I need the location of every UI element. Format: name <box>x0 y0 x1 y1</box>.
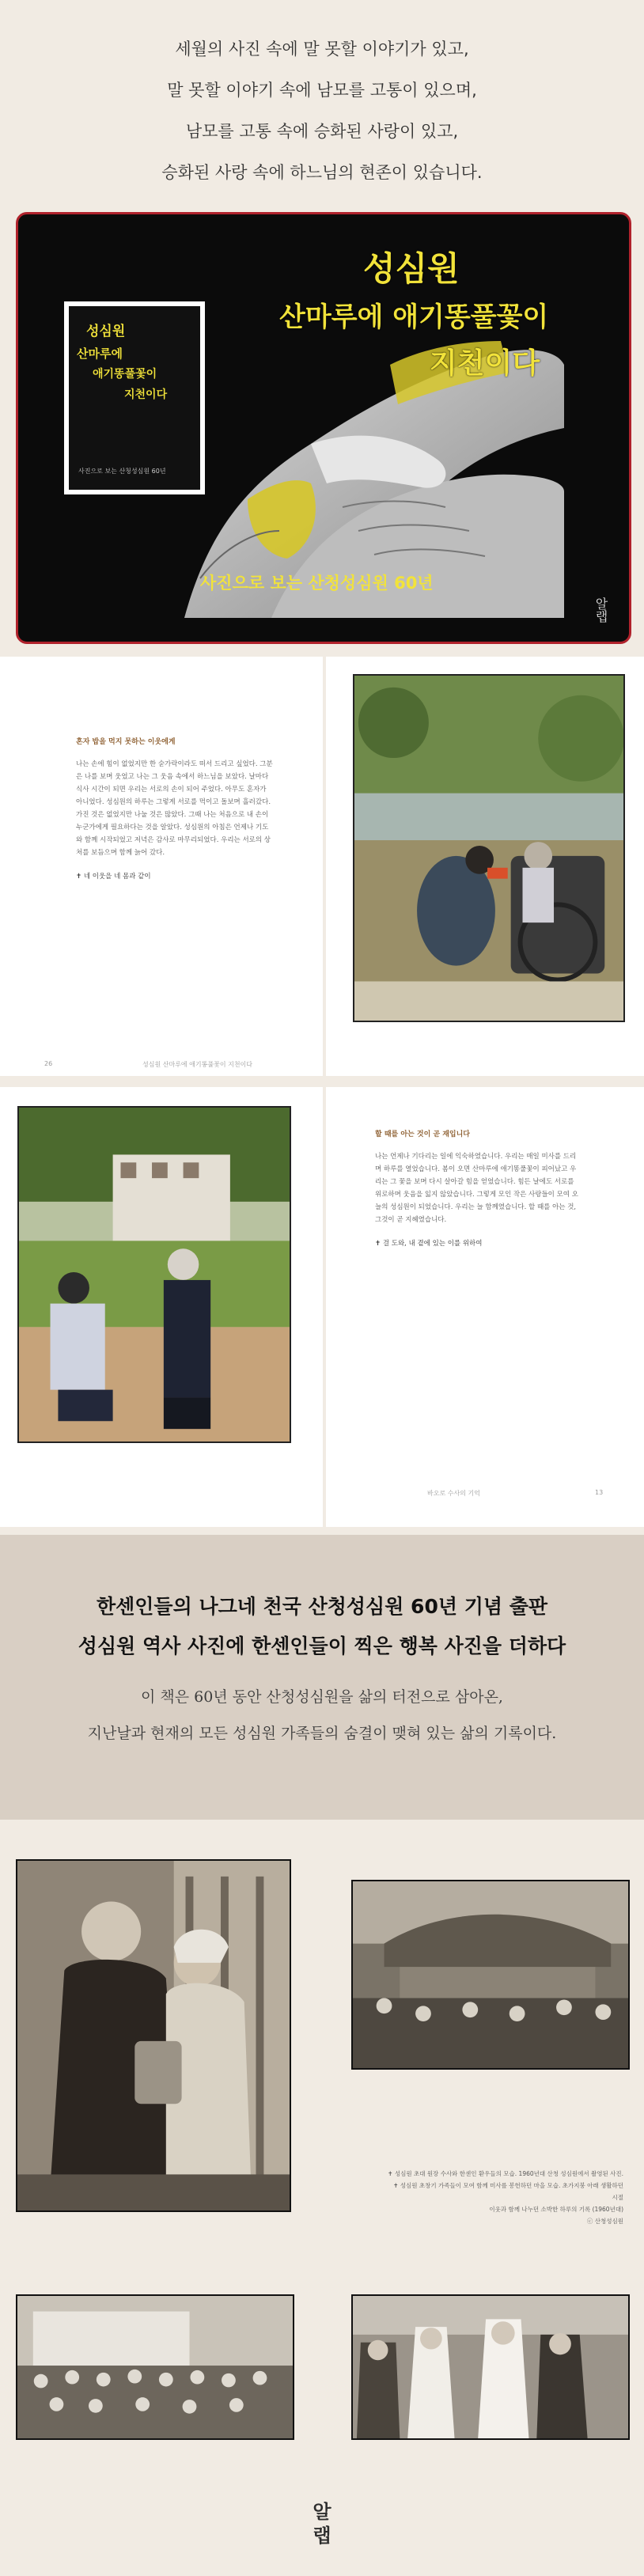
nuns-group-archive-image <box>353 2296 628 2438</box>
book-small-text: 사진으로 보는 산청성심원 60년 <box>78 468 166 475</box>
photo-elderly-men <box>17 1106 291 1443</box>
book-title-line-4: 지천이다 <box>124 388 168 401</box>
page-footer: 성심원 산마루에 애기똥풀꽃이 지천이다 <box>142 1061 253 1068</box>
footer-logo-bottom: 랩 <box>313 2525 331 2547</box>
right-page-body: 나는 언제나 기다리는 일에 익숙하였습니다. 우리는 매일 미사를 드리며 하루를 열었습니다. 봄이 오면 산마루에 애기똥풀꽃이 피어났고 우리는 그 꽃을 보며 다시 살아갈 힘을 얻었습니다. 힘든 날에도 서로를 위로하며 웃음을 잃지 않았습니다. 그렇게 모인 작은 사랑들이 모여 오늘의 성심원이 되었습니다. 우리는 늘 함께였습니다. 할 때를 아는 것, 그것이 곧 지혜였습니다. <box>375 1153 578 1224</box>
right-page-quote: ✝ 걸 도와, 내 곁에 있는 이를 위하여 <box>375 1240 483 1248</box>
caption-line-3: 이웃과 함께 나누던 소박한 하루의 기록 (1960년대) <box>489 2206 623 2213</box>
footer-publisher-logo <box>303 2500 341 2548</box>
intro-section <box>0 0 644 198</box>
cover-title-line-3: 지천이다 <box>430 347 540 380</box>
photo-group-portrait <box>16 2294 294 2440</box>
right-page-heading: 할 때를 아는 것이 곧 재입니다 <box>375 1131 470 1138</box>
right-page-text <box>375 1128 581 1250</box>
footer-logo-top: 알 <box>313 2501 331 2523</box>
intro-line-2: 말 못할 이야기 속에 남모를 고통이 있으며, <box>167 81 477 100</box>
left-page-quote: ✝ 네 이웃을 네 몸과 같이 <box>76 873 151 881</box>
left-page-heading: 혼자 밥을 먹지 못하는 이웃에게 <box>76 738 176 746</box>
feature-heading-line-2: 성심원 역사 사진에 한센인들이 찍은 행복 사진을 더하다 <box>78 1635 566 1657</box>
book-cover-banner <box>16 212 631 644</box>
photo-wheelchair <box>353 674 625 1022</box>
cover-title-line-2: 산마루에 애기똥풀꽃이 <box>279 301 549 333</box>
book-spread-1 <box>0 657 644 1076</box>
feature-section <box>0 1535 644 1820</box>
right-page-2 <box>326 1087 644 1527</box>
page-number: 26 <box>44 1060 53 1067</box>
intro-line-3: 남모를 고통 속에 승화된 사랑이 있고, <box>185 122 459 141</box>
photo-village-gathering <box>351 1880 630 2070</box>
feature-desc-line-2: 지난날과 현재의 모든 성심원 가족들의 숨결이 맺혀 있는 삶의 기록이다. <box>87 1725 557 1742</box>
wheelchair-scene-image <box>354 676 623 1021</box>
book-thumbnail-cover <box>69 306 200 490</box>
caption-line-1: ✝ 성심원 초대 원장 수사와 한센인 환우들의 모습. 1960년대 산청 성심원에서 촬영된 사진. <box>388 2170 623 2177</box>
photo-nuns-group <box>351 2294 630 2440</box>
left-page-text <box>76 736 274 883</box>
feature-description <box>0 1679 644 1752</box>
cover-title-line-1: 성심원 <box>363 249 460 288</box>
feature-heading-line-1: 한센인들의 나그네 천국 산청성심원 60년 기념 출판 <box>96 1595 547 1618</box>
feature-desc-line-1: 이 책은 60년 동안 산청성심원을 삶의 터전으로 삼아온, <box>141 1688 503 1706</box>
page-number-2: 13 <box>595 1489 604 1496</box>
book-title-line-2: 산마루에 <box>77 347 123 361</box>
publisher-logo: 알랩 <box>593 597 608 623</box>
priest-elder-archive-image <box>17 1861 290 2210</box>
feature-headings <box>0 1535 644 1666</box>
book-thumbnail <box>64 301 205 494</box>
gallery-caption <box>386 2168 623 2227</box>
photo-priest-elder <box>16 1859 291 2212</box>
page-footer-2: 바오로 수사의 기억 <box>427 1490 480 1497</box>
intro-line-4: 승화된 사랑 속에 하느님의 현존이 있습니다. <box>161 163 483 182</box>
book-spread-2 <box>0 1087 644 1530</box>
caption-line-2: ✝ 성심원 초창기 가족들이 모여 함께 미사를 봉헌하던 마을 모습. 초가지붕 아래 생활하던 시절 <box>393 2182 623 2201</box>
book-title-line-1: 성심원 <box>86 324 126 339</box>
intro-text <box>0 0 644 193</box>
cover-subtitle: 사진으로 보는 산청성심원 60년 <box>200 574 434 593</box>
group-portrait-archive-image <box>17 2296 293 2438</box>
left-page <box>0 657 323 1076</box>
elderly-men-scene-image <box>19 1108 290 1441</box>
village-gathering-archive-image <box>353 1881 628 2068</box>
left-page-body: 나는 손에 힘이 없었지만 한 숟가락이라도 떠서 드리고 싶었다. 그분은 나를 보며 웃었고 나는 그 웃음 속에서 하느님을 보았다. 날마다 식사 시간이 되면 우리는 서로의 손이 되어 주었다. 아무도 혼자가 아니었다. 성심원의 하루는 그렇게 서로를 먹이고 돌보며 흘러갔다. 가진 것은 없었지만 나눌 것은 많았다. 그때 나는 처음으로 내 손이 누군가에게 필요하다는 것을 알았다. 성심원의 아침은 언제나 기도와 함께 시작되었고 저녁은 감사로 마무리되었다. 우리는 서로의 상처를 보듬으며 함께 늙어 갔다. <box>76 760 273 857</box>
caption-line-4: ⓒ 산청성심원 <box>586 2218 623 2225</box>
intro-line-1: 세월의 사진 속에 말 못할 이야기가 있고, <box>175 40 469 59</box>
book-title-line-3: 애기똥풀꽃이 <box>93 368 157 381</box>
